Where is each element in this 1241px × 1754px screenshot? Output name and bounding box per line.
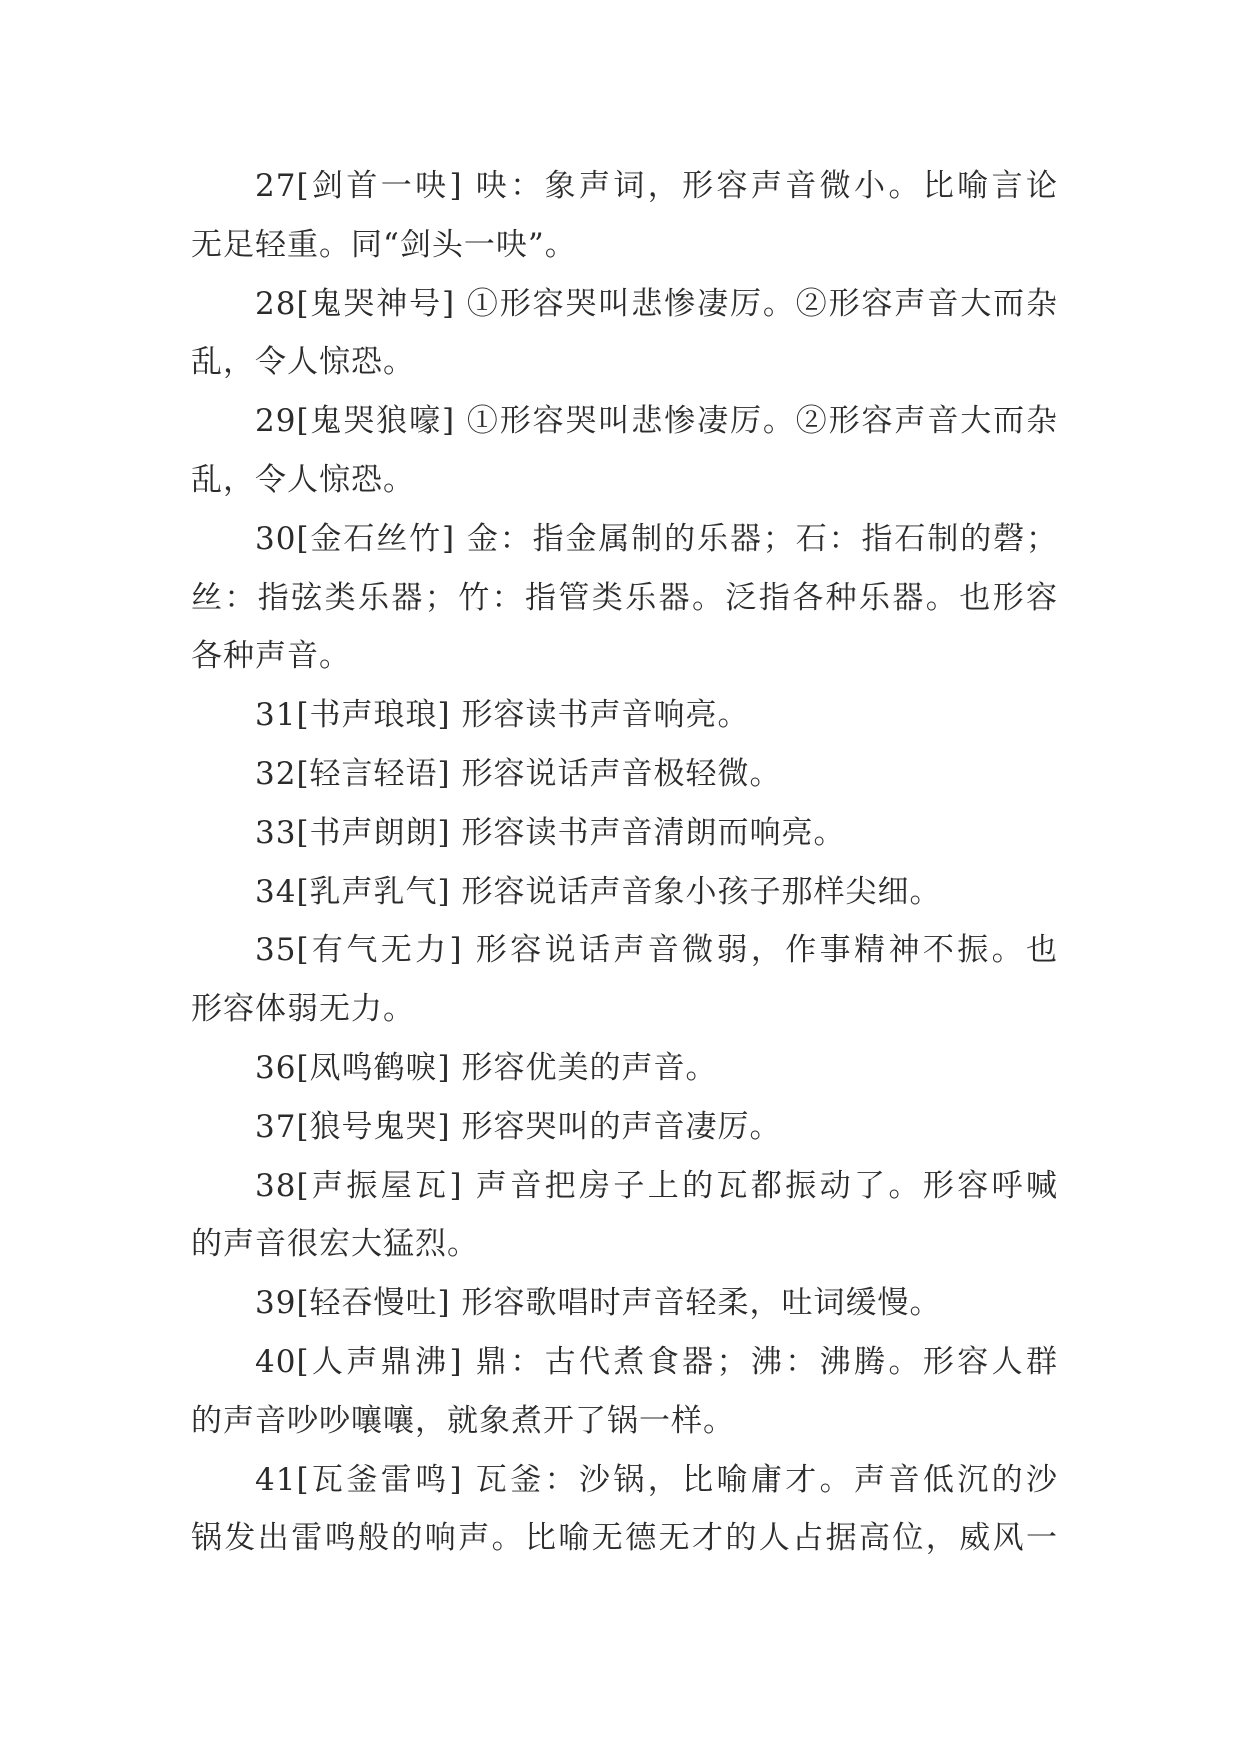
text-line: 27[剑首一吷] 吷：象声词，形容声音微小。比喻言论 bbox=[255, 168, 1058, 204]
text-line: 乱，令人惊恐。 bbox=[191, 344, 415, 381]
text-line: 29[鬼哭狼嚎] ①形容哭叫悲惨凄厉。②形容声音大而杂 bbox=[255, 403, 1058, 440]
entry-paragraph bbox=[191, 686, 1058, 745]
entry-paragraph bbox=[191, 1039, 1058, 1098]
text-line: 41[瓦釜雷鸣] 瓦釜：沙锅，比喻庸才。声音低沉的沙 bbox=[255, 1461, 1058, 1498]
text-line: 35[有气无力] 形容说话声音微弱，作事精神不振。也 bbox=[255, 932, 1058, 969]
entry-paragraph bbox=[191, 863, 1058, 922]
entry-paragraph bbox=[191, 1451, 1058, 1569]
text-line: 形容体弱无力。 bbox=[191, 991, 415, 1028]
text-line: 33[书声朗朗] 形容读书声音清朗而响亮。 bbox=[255, 814, 846, 851]
text-line: 的声音吵吵嚷嚷，就象煮开了锅一样。 bbox=[191, 1402, 735, 1439]
text-line: 无足轻重。同“剑头一吷”。 bbox=[191, 226, 577, 263]
document-body bbox=[191, 157, 1058, 1568]
entry-paragraph bbox=[191, 392, 1058, 510]
text-line: 40[人声鼎沸] 鼎：古代煮食器；沸：沸腾。形容人群 bbox=[255, 1343, 1058, 1380]
entry-paragraph bbox=[191, 745, 1058, 804]
text-line: 的声音很宏大猛烈。 bbox=[191, 1226, 479, 1263]
text-line: 丝：指弦类乐器；竹：指管类乐器。泛指各种乐器。也形容 bbox=[191, 579, 1058, 616]
text-line: 39[轻吞慢吐] 形容歌唱时声音轻柔，吐词缓慢。 bbox=[255, 1285, 942, 1322]
entry-paragraph bbox=[191, 921, 1058, 1039]
entry-paragraph bbox=[191, 1333, 1058, 1451]
text-line: 32[轻言轻语] 形容说话声音极轻微。 bbox=[255, 755, 782, 792]
text-line: 30[金石丝竹] 金：指金属制的乐器；石：指石制的磬； bbox=[255, 520, 1058, 557]
entry-paragraph bbox=[191, 1274, 1058, 1333]
text-line: 31[书声琅琅] 形容读书声音响亮。 bbox=[255, 697, 750, 734]
text-line: 37[狼号鬼哭] 形容哭叫的声音凄厉。 bbox=[255, 1108, 782, 1145]
entry-paragraph bbox=[191, 804, 1058, 863]
entry-paragraph bbox=[191, 510, 1058, 686]
entry-paragraph bbox=[191, 1098, 1058, 1157]
entry-paragraph bbox=[191, 157, 1058, 275]
entry-paragraph bbox=[191, 1157, 1058, 1275]
text-line: 锅发出雷鸣般的响声。比喻无德无才的人占据高位，威风一 bbox=[191, 1520, 1058, 1557]
text-line: 34[乳声乳气] 形容说话声音象小孩子那样尖细。 bbox=[255, 873, 942, 910]
text-line: 36[凤鸣鹤唳] 形容优美的声音。 bbox=[255, 1049, 718, 1086]
entry-paragraph bbox=[191, 275, 1058, 393]
text-line: 38[声振屋瓦] 声音把房子上的瓦都振动了。形容呼喊 bbox=[255, 1167, 1058, 1204]
text-line: 乱，令人惊恐。 bbox=[191, 461, 415, 498]
text-line: 28[鬼哭神号] ①形容哭叫悲惨凄厉。②形容声音大而杂 bbox=[255, 285, 1058, 322]
text-line: 各种声音。 bbox=[191, 638, 351, 675]
